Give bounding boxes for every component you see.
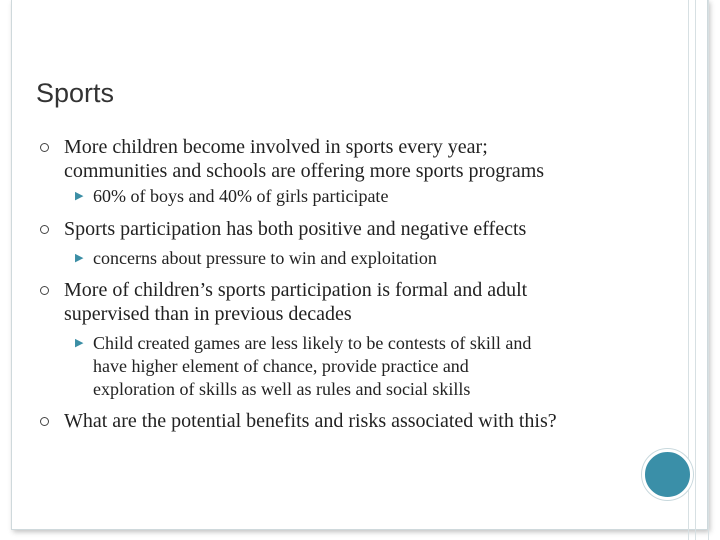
- bullet-circle-icon: [40, 417, 49, 426]
- bullet-circle-icon: [40, 286, 49, 295]
- sub-bullet-arrow-icon: ▶: [75, 251, 84, 264]
- decor-circle: [642, 449, 693, 500]
- sub-bullet-3-line-1: Child created games are less likely to be contests of skill and: [93, 333, 532, 353]
- bullet-1-line-1: More children become involved in sports every year;: [64, 136, 488, 158]
- sub-bullet-1-line-1: 60% of boys and 40% of girls participate: [93, 186, 389, 206]
- bullet-4-line-1: What are the potential benefits and risks associated with this?: [64, 410, 557, 432]
- bullet-2-line-1: Sports participation has both positive and negative effects: [64, 218, 527, 240]
- sub-bullet-2-line-1: concerns about pressure to win and exploitation: [93, 248, 437, 268]
- sub-bullet-3-line-2: have higher element of chance, provide practice and: [93, 356, 469, 376]
- decor-line: [695, 0, 696, 540]
- bullet-3-line-2: supervised than in previous decades: [64, 303, 352, 325]
- bullet-3-line-1: More of children’s sports participation is formal and adult: [64, 279, 528, 301]
- sub-bullet-3-line-3: exploration of skills as well as rules and social skills: [93, 379, 471, 399]
- decor-line: [708, 0, 709, 540]
- slide-title: Sports: [36, 78, 115, 108]
- bullet-circle-icon: [40, 143, 49, 152]
- sub-bullet-arrow-icon: ▶: [75, 189, 84, 202]
- sub-bullet-arrow-icon: ▶: [75, 336, 84, 349]
- bullet-1-line-2: communities and schools are offering more sports programs: [64, 160, 545, 182]
- bullet-circle-icon: [40, 225, 49, 234]
